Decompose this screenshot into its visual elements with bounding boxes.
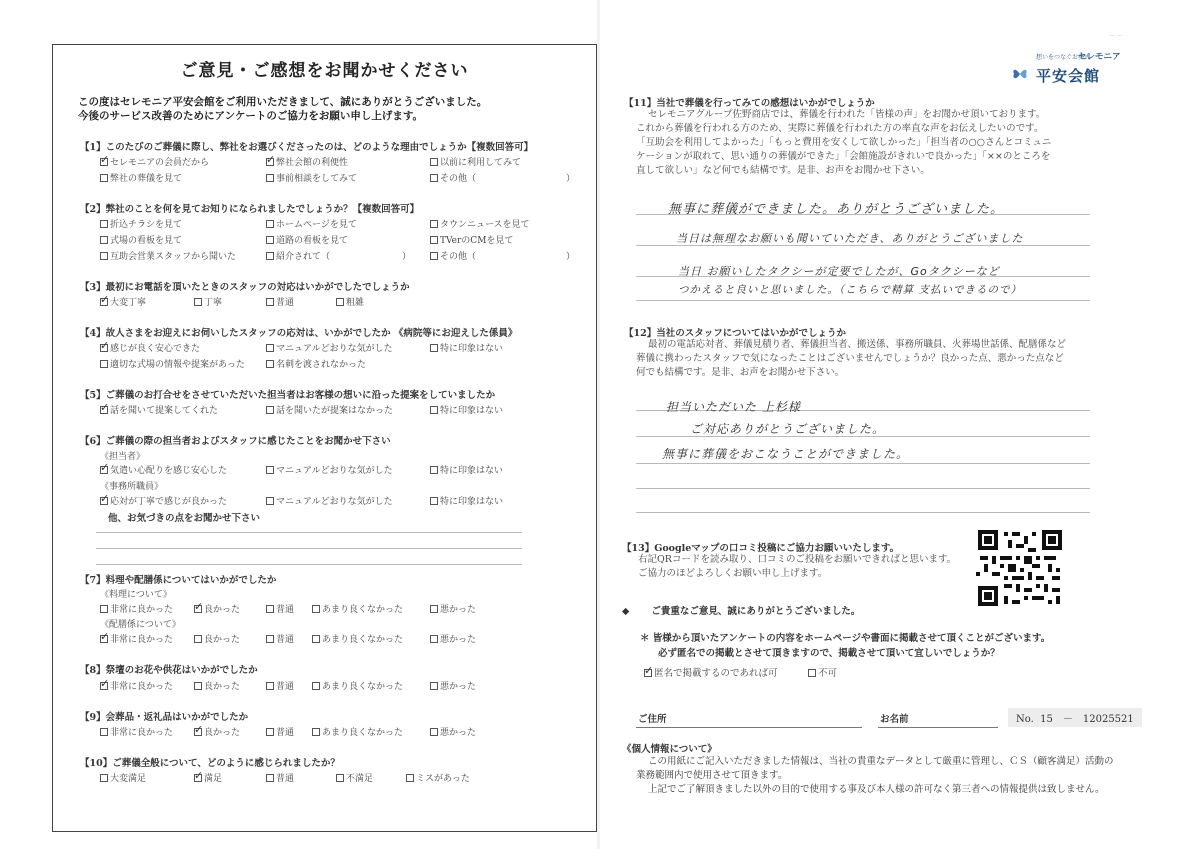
checkbox[interactable] <box>100 605 108 613</box>
q4-option[interactable]: 適切な式場の情報や提案があった <box>100 357 245 370</box>
checkbox[interactable] <box>312 635 320 643</box>
publish-yes-option[interactable]: ✓匿名で掲載するのであれば可 <box>644 665 778 679</box>
q1-title: 【1】このたびのご葬儀に際し、弊社をお選びくださったのは、どのような理由でしょうか【複数回答可】 <box>80 142 534 153</box>
address-field[interactable] <box>636 727 862 728</box>
q10-option[interactable]: 不満足 <box>336 771 373 784</box>
scan-mark: — — <box>1110 33 1122 39</box>
q1-option[interactable]: その他（ ） <box>430 171 575 184</box>
company-logo <box>1012 52 1122 92</box>
checkbox[interactable] <box>808 669 816 677</box>
q2-option[interactable]: TVerのCMを見て <box>430 233 513 246</box>
q2-option[interactable]: 式場の看板を見て <box>100 233 182 246</box>
q6-option[interactable]: マニュアルどおりな気がした <box>266 463 393 476</box>
checkbox[interactable] <box>430 682 438 690</box>
q6-option[interactable]: ✓応対が丁寧で感じが良かった <box>100 494 227 507</box>
q12-body: 最初の電話応対者、葬儀見積り者、葬儀担当者、搬送係、事務所職員、火葬場世話係、配膳係など 葬儀に携わったスタッフで気になったことはございませんでしょうか？良かった点、悪かった点など 何でも結構です。是非、お声をお聞かせ下さい。 <box>636 339 1067 378</box>
q2-option[interactable]: 道路の看板を見て <box>266 233 348 246</box>
q9-option[interactable]: 非常に良かった <box>100 725 173 738</box>
thanks-text: ◆ ご貴重なご意見、誠にありがとうございました。 <box>622 606 861 617</box>
q2-option[interactable]: ホームページを見て <box>266 217 357 230</box>
logo-brand: セレモニア <box>1078 52 1121 62</box>
q7-option[interactable]: あまり良くなかった <box>312 602 403 615</box>
q7-title: 【7】料理や配膳係についてはいかがでしたか <box>80 575 277 586</box>
handwritten-answer: 当日は無理なお願いも聞いていただき、ありがとうございました <box>676 232 1024 245</box>
checkbox[interactable] <box>430 220 438 228</box>
checkbox[interactable] <box>100 236 108 244</box>
checkbox[interactable] <box>266 406 274 414</box>
checkbox[interactable] <box>430 174 438 182</box>
q9-option[interactable]: ✓ 良かった <box>194 725 240 738</box>
q4-option[interactable]: ✓感じが良く安心できた <box>100 341 200 354</box>
q7-option[interactable]: あまり良くなかった <box>312 632 403 645</box>
checkbox[interactable] <box>312 682 320 690</box>
checkbox[interactable] <box>266 635 274 643</box>
butterfly-logo-icon <box>1012 66 1028 82</box>
checkbox[interactable] <box>430 406 438 414</box>
checkbox[interactable] <box>100 252 108 260</box>
checkbox[interactable] <box>100 174 108 182</box>
checkbox[interactable] <box>100 774 108 782</box>
answer-line[interactable] <box>636 300 1090 301</box>
q5-title: 【5】ご葬儀のお打合せをさせていただいた担当者はお客様の想いに沿った提案をしていましたか <box>80 390 496 401</box>
q10-title: 【10】ご葬儀全般について、どのように感じられましたか？ <box>80 758 340 769</box>
checkbox[interactable] <box>194 682 202 690</box>
checkbox[interactable] <box>266 344 274 352</box>
q7-option[interactable]: 良かった <box>194 632 240 645</box>
checkbox[interactable] <box>430 635 438 643</box>
q8-option[interactable]: ✓非常に良かった <box>100 679 173 692</box>
handwritten-answer: 担当いただいた 上杉様 <box>666 400 801 414</box>
page-title: ご意見・ご感想をお聞かせください <box>180 61 469 81</box>
checkbox-checked[interactable] <box>266 158 274 166</box>
serial-number: No. 15 － 12025521 <box>1008 708 1142 727</box>
q6-comment-label: 他、お気づきの点をお聞かせ下さい <box>108 513 261 524</box>
q5-option[interactable]: ✓話を聞いて提案してくれた <box>100 403 218 416</box>
checkbox[interactable] <box>266 298 274 306</box>
checkbox[interactable] <box>100 360 108 368</box>
checkbox-checked[interactable] <box>100 466 108 474</box>
handwritten-answer: つかえると良いと思いました。（こちらで精算 支払いできるので） <box>678 284 1022 296</box>
q7-sub-serving: 《配膳係について》 <box>100 620 181 630</box>
q4-title: 【4】故人さまをお迎えにお伺いしたスタッフの応対は、いかがでしたか 《病院等にお迎えした係員》 <box>80 328 518 339</box>
checkbox[interactable] <box>430 605 438 613</box>
q4-option[interactable]: マニュアルどおりな気がした <box>266 341 393 354</box>
q8-option[interactable]: 良かった <box>194 679 240 692</box>
q3-option[interactable]: 普通 <box>266 295 294 308</box>
comment-line[interactable] <box>96 564 522 565</box>
comment-line[interactable] <box>96 532 522 533</box>
checkbox[interactable] <box>312 728 320 736</box>
diamond-icon: ◆ <box>622 606 630 617</box>
answer-line[interactable] <box>636 512 1090 513</box>
logo-tagline: 想いをつなぐお葬式 <box>1036 54 1091 61</box>
q9-option[interactable]: 悪かった <box>430 725 476 738</box>
checkbox[interactable] <box>266 174 274 182</box>
checkbox[interactable] <box>430 497 438 505</box>
q2-option[interactable]: タウンニュースを見て <box>430 217 530 230</box>
checkbox-checked[interactable] <box>100 158 108 166</box>
checkbox[interactable] <box>430 236 438 244</box>
checkbox[interactable] <box>266 220 274 228</box>
privacy-title: 《個人情報について》 <box>622 744 717 755</box>
checkbox[interactable] <box>430 252 438 260</box>
q8-title: 【8】祭壇のお花や供花はいかがでしたか <box>80 665 258 676</box>
q6-sub-staff: 《担当者》 <box>100 452 146 462</box>
name-label: お名前 <box>880 714 909 725</box>
q12-title: 【12】当社のスタッフについてはいかがでしょうか <box>624 328 847 339</box>
checkbox-checked[interactable] <box>644 669 652 677</box>
q11-title: 【11】当社で葬儀を行ってみての感想はいかがでしょうか <box>624 98 875 109</box>
q4-option[interactable]: 特に印象はない <box>430 341 503 354</box>
checkbox[interactable] <box>312 605 320 613</box>
q7-option[interactable]: ✓ 良かった <box>194 602 240 615</box>
privacy-body: この用紙にご記入いただきました情報は、当社の貴重なデータとして厳重に管理し、ＣＳ（顧客満足）活動の 業務範囲内で使用させて頂きます。 上記でご了解頂きました以外の目的で使用する事及び本人様の許可なく第三者への情報提供は致しません。 <box>636 756 1114 795</box>
checkbox[interactable] <box>430 728 438 736</box>
q3-option[interactable]: 丁寧 <box>194 295 222 308</box>
q2-title: 【2】弊社のことを何を見てお知りになられましたでしょうか？【複数回答可】 <box>80 204 420 215</box>
checkbox[interactable] <box>430 344 438 352</box>
checkbox-checked[interactable] <box>100 298 108 306</box>
checkbox[interactable] <box>430 466 438 474</box>
checkbox-checked[interactable] <box>194 728 202 736</box>
handwritten-answer: 無事に葬儀ができました。ありがとうございました。 <box>668 202 1005 217</box>
q10-option[interactable]: ✓ 満足 <box>194 771 222 784</box>
q6-sub-office: 《事務所職員》 <box>100 482 164 492</box>
checkbox-checked[interactable] <box>100 682 108 690</box>
checkbox-checked[interactable] <box>100 344 108 352</box>
q5-option[interactable]: 特に印象はない <box>430 403 503 416</box>
checkbox[interactable] <box>336 298 344 306</box>
q6-option[interactable]: ✓気遣い心配りを感じ安心した <box>100 463 227 476</box>
intro-line-2: 今後のサービス改善のためにアンケートのご協力をお願い申し上げます。 <box>78 110 424 122</box>
q2-option[interactable]: 互助会営業スタッフから聞いた <box>100 249 236 262</box>
checkbox[interactable] <box>266 774 274 782</box>
checkbox[interactable] <box>430 158 438 166</box>
q9-option[interactable]: あまり良くなかった <box>312 725 403 738</box>
q3-title: 【3】最初にお電話を頂いたときのスタッフの対応はいかがでしたでしょうか <box>80 282 410 293</box>
checkbox[interactable] <box>266 466 274 474</box>
handwritten-answer: ご対応ありがとうございました。 <box>690 422 886 436</box>
checkbox[interactable] <box>194 635 202 643</box>
q10-option[interactable]: 普通 <box>266 771 294 784</box>
qr-code-icon[interactable] <box>976 528 1064 608</box>
checkbox[interactable] <box>336 774 344 782</box>
q8-option[interactable]: あまり良くなかった <box>312 679 403 692</box>
handwritten-answer: 無事に葬儀をおこなうことができました。 <box>662 447 910 461</box>
comment-line[interactable] <box>96 548 522 549</box>
checkbox[interactable] <box>266 497 274 505</box>
publish-note-1: ＊ 皆様から頂いたアンケートの内容をホームページや書面に掲載させて頂くことがございます。 <box>640 633 1051 644</box>
q10-option[interactable]: ミスがあった <box>406 771 470 784</box>
q1-option[interactable]: 以前に利用してみて <box>430 155 521 168</box>
publish-no-option[interactable]: 不可 <box>808 665 837 679</box>
checkbox-checked[interactable] <box>194 605 202 613</box>
checkbox[interactable] <box>266 236 274 244</box>
q9-title: 【9】会葬品・返礼品はいかがでしたか <box>80 712 249 723</box>
q9-option[interactable]: 普通 <box>266 725 294 738</box>
checkbox[interactable] <box>406 774 414 782</box>
checkbox[interactable] <box>266 682 274 690</box>
handwritten-answer: 当日 お願いしたタクシーが定要でしたが、Goタクシーなど <box>678 265 1000 278</box>
q7-option[interactable]: 非常に良かった <box>100 602 173 615</box>
q6-option[interactable]: 特に印象はない <box>430 463 503 476</box>
q6-option[interactable]: 特に印象はない <box>430 494 503 507</box>
logo-name: 平安会館 <box>1036 67 1101 85</box>
q3-option[interactable]: 粗雑 <box>336 295 364 308</box>
q11-body: セレモニアグループ佐野商店では、葬儀を行われた「皆様の声」をお聞かせ頂いております。 これから葬儀を行われる方のため、実際に葬儀を行われた方の率直な声をお伝えしたいのです。 「互助会を利用してよかった」「もっと費用を安くして欲しかった」「担当者の○○さんとコミュニ ケーションが取れて、思い通りの葬儀ができた」「会館施設がきれいで良かった」「××のところを 直して欲しい」など何でも結構です。是非、お声をお聞かせ下さい。 <box>636 109 1052 176</box>
checkbox[interactable] <box>266 252 274 260</box>
q3-option[interactable]: ✓大変丁寧 <box>100 295 146 308</box>
checkbox-checked[interactable] <box>100 635 108 643</box>
q6-option[interactable]: マニュアルどおりな気がした <box>266 494 393 507</box>
name-field[interactable] <box>878 727 998 728</box>
page-gutter <box>597 0 600 849</box>
q4-option[interactable]: 名刺を渡されなかった <box>266 357 366 370</box>
q7-option[interactable]: 悪かった <box>430 602 476 615</box>
address-label: ご住所 <box>638 714 667 725</box>
q7-option[interactable]: 普通 <box>266 632 294 645</box>
q10-option[interactable]: 大変満足 <box>100 771 146 784</box>
q8-option[interactable]: 悪かった <box>430 679 476 692</box>
q13-body: 右記QRコードを読み取り、口コミのご投稿をお願いできればと思います。 ご協力のほどよろしくお願い申し上げます。 <box>638 554 957 579</box>
answer-line[interactable] <box>636 463 1090 464</box>
checkbox-checked[interactable] <box>194 774 202 782</box>
q7-option[interactable]: 普通 <box>266 602 294 615</box>
q7-sub-food: 《料理について》 <box>100 590 172 600</box>
checkbox-checked[interactable] <box>100 497 108 505</box>
checkbox[interactable] <box>266 728 274 736</box>
q1-option[interactable]: ✓セレモニアの会員だから <box>100 155 209 168</box>
q5-option[interactable]: 話を聞いたが提案はなかった <box>266 403 393 416</box>
checkbox[interactable] <box>100 220 108 228</box>
q1-option[interactable]: ✓ 弊社会館の利便性 <box>266 155 348 168</box>
intro-line-1: この度はセレモニア平安会館をご利用いただきまして、誠にありがとうございました。 <box>78 96 488 108</box>
answer-line[interactable] <box>636 488 1090 489</box>
checkbox[interactable] <box>100 728 108 736</box>
q1-option[interactable]: 事前相談をしてみて <box>266 171 357 184</box>
checkbox[interactable] <box>266 605 274 613</box>
q7-option[interactable]: 悪かった <box>430 632 476 645</box>
q2-option[interactable]: 折込チラシを見て <box>100 217 182 230</box>
q13-title: 【13】Googleマップの口コミ投稿にご協力お願いいたします。 <box>622 543 900 554</box>
q2-option[interactable]: その他（ ） <box>430 249 575 262</box>
q1-option[interactable]: 弊社の葬儀を見て <box>100 171 182 184</box>
q2-option[interactable]: 紹介されて（ ） <box>266 249 411 262</box>
q7-option[interactable]: ✓非常に良かった <box>100 632 173 645</box>
publish-note-2: 必ず匿名での掲載とさせて頂きますので、掲載させて頂いて宜しいでしょうか？ <box>658 648 1000 659</box>
checkbox[interactable] <box>194 298 202 306</box>
checkbox[interactable] <box>266 360 274 368</box>
q8-option[interactable]: 普通 <box>266 679 294 692</box>
q6-title: 【6】ご葬儀の際の担当者およびスタッフに感じたことをお聞かせ下さい <box>80 436 391 447</box>
checkbox-checked[interactable] <box>100 406 108 414</box>
